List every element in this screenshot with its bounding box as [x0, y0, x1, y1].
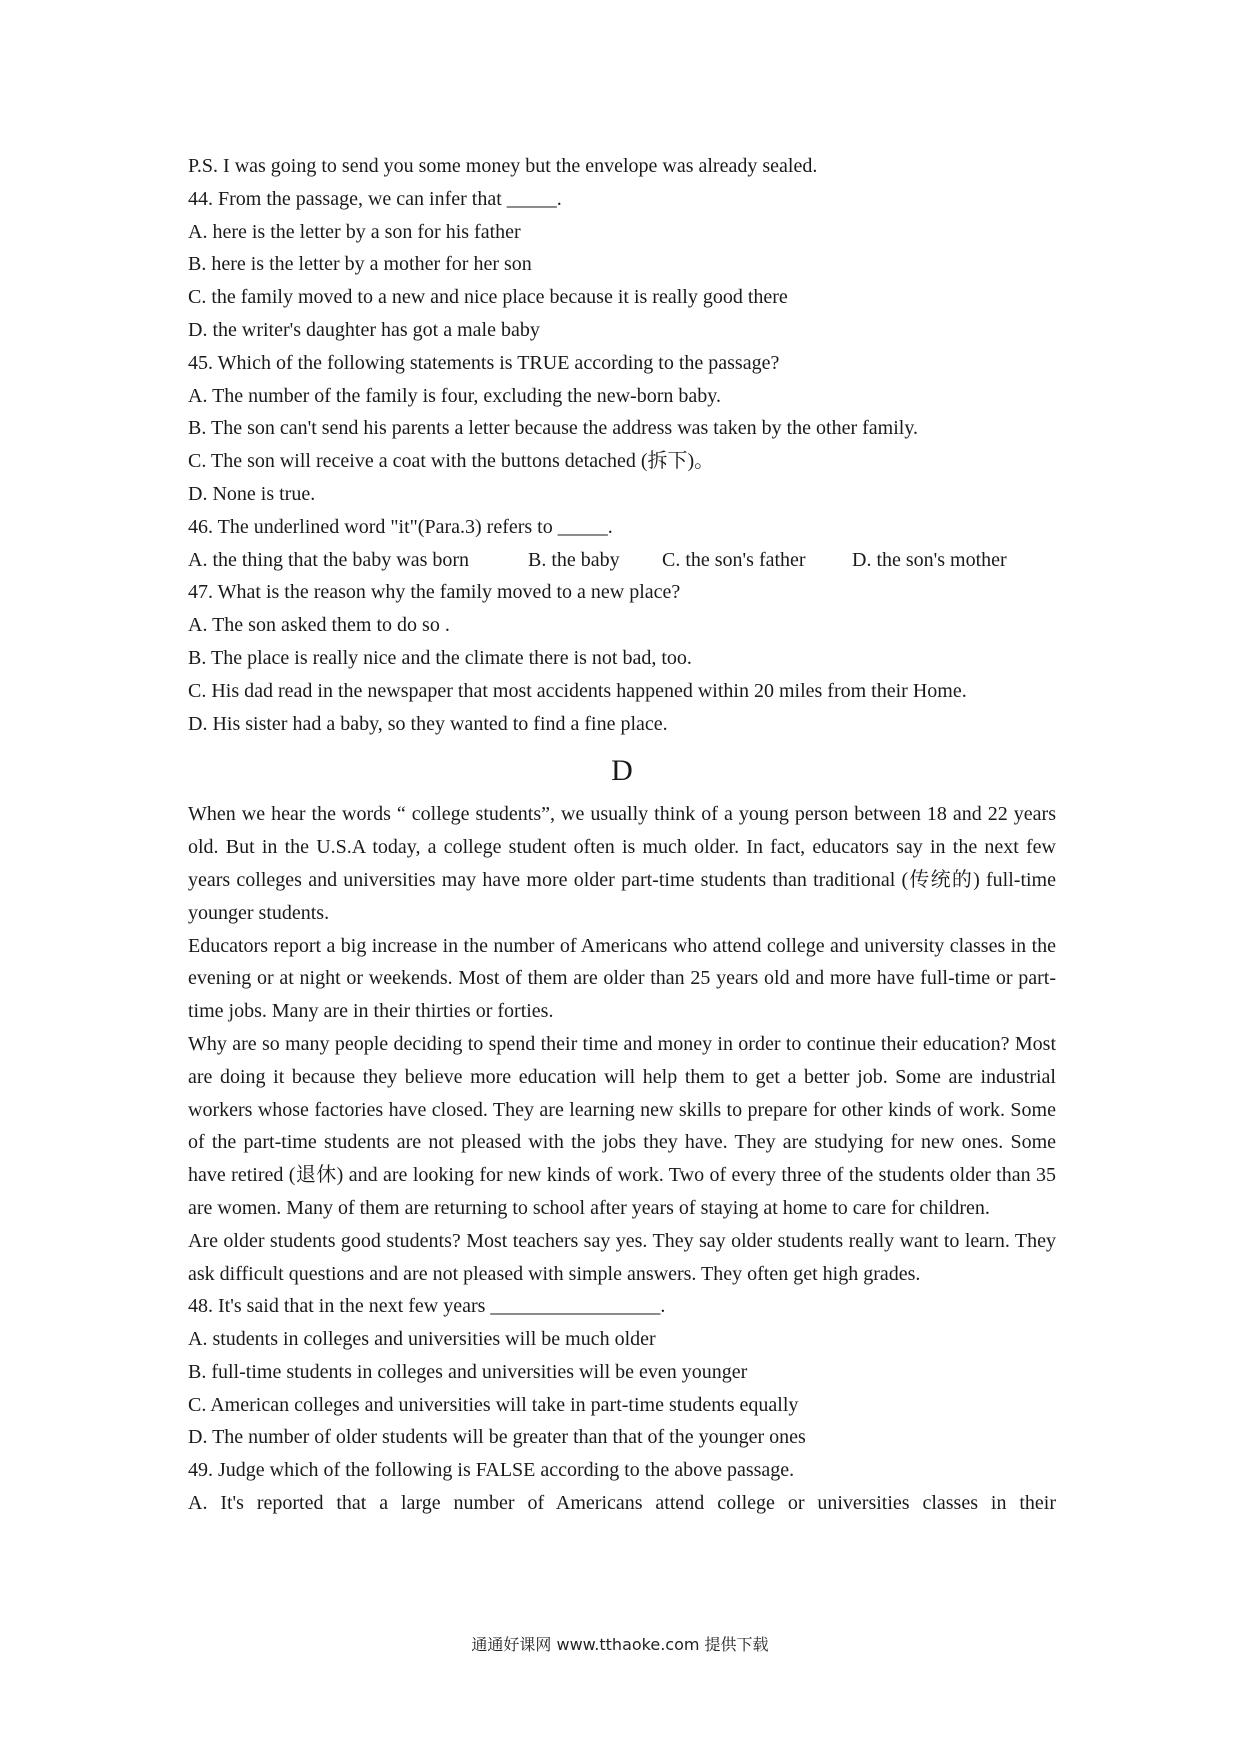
q47-option-b: B. The place is really nice and the climate there is not bad, too. [188, 646, 692, 669]
page-footer: 通通好课网 www.tthaoke.com 提供下载 [471, 1635, 769, 1654]
document-page [188, 150, 1056, 1520]
q48-option-d: D. The number of older students will be greater than that of the younger ones [188, 1426, 806, 1449]
q46-option-b: B. the baby [528, 548, 620, 571]
q45-option-a: A. The number of the family is four, excluding the new-born baby. [188, 384, 721, 407]
q45-option-d: D. None is true. [188, 482, 316, 505]
passage-paragraph-4: Are older students good students? Most teachers say yes. They say older students really want to learn. They ask difficult questions and are not pleased with simple answers. They often get high grades. [188, 1229, 1056, 1285]
question-44: 44. From the passage, we can infer that _____. [188, 187, 562, 210]
passage-paragraph-3: Why are so many people deciding to spend their time and money in order to continue their education? Most are doing it because they believe more education will help them to get a better job. Some are industrial workers whose factories have closed. They are learning new skills to prepare for other kinds of work. Some of the part-time students are not pleased with the jobs they have. They are studying for new ones. Some have retired (退休) and are looking for new kinds of work. Two of every three of the students older than 35 are women. Many of them are returning to school after years of staying at home to care for children. [188, 1032, 1056, 1219]
q47-option-c: C. His dad read in the newspaper that most accidents happened within 20 miles from their Home. [188, 679, 967, 702]
section-heading-d: D [611, 754, 633, 788]
q48-option-a: A. students in colleges and universities will be much older [188, 1328, 656, 1351]
q49-option-a-partial: A. It's reported that a large number of Americans attend college or universities classes in their [188, 1492, 1056, 1515]
question-48: 48. It's said that in the next few years _________________. [188, 1295, 666, 1318]
top-question-lines [188, 150, 1056, 544]
q46-option-c: C. the son's father [662, 548, 806, 571]
ps-line: P.S. I was going to send you some money but the envelope was already sealed. [188, 155, 818, 177]
q44-option-a: A. here is the letter by a son for his father [188, 220, 521, 243]
q45-option-c: C. The son will receive a coat with the buttons detached (拆下)。 [188, 450, 715, 473]
q47-option-d: D. His sister had a baby, so they wanted to find a fine place. [188, 712, 668, 735]
q44-option-d: D. the writer's daughter has got a male baby [188, 318, 540, 341]
question-49: 49. Judge which of the following is FALSE according to the above passage. [188, 1459, 795, 1482]
question-46: 46. The underlined word "it"(Para.3) refers to _____. [188, 515, 613, 538]
q44-option-c: C. the family moved to a new and nice place because it is really good there [188, 286, 788, 309]
q46-option-a: A. the thing that the baby was born [188, 548, 470, 571]
q48-option-c: C. American colleges and universities will take in part-time students equally [188, 1393, 799, 1416]
q44-option-b: B. here is the letter by a mother for her son [188, 253, 532, 276]
passage-paragraph-2: Educators report a big increase in the number of Americans who attend college and university classes in the evening or at night or weekends. Most of them are older than 25 years old and more have full-time or part-time jobs. Many are in their thirties or forties. [188, 934, 1056, 1023]
question-47: 47. What is the reason why the family moved to a new place? [188, 581, 681, 604]
q46-options-row [188, 544, 1056, 577]
q45-option-b: B. The son can't send his parents a letter because the address was taken by the other family. [188, 417, 919, 440]
q48-option-b: B. full-time students in colleges and universities will be even younger [188, 1360, 748, 1383]
middle-question-lines [188, 576, 1056, 740]
question-45: 45. Which of the following statements is TRUE according to the passage? [188, 351, 780, 374]
q47-option-a: A. The son asked them to do so . [188, 614, 450, 637]
q46-option-d: D. the son's mother [852, 548, 1007, 571]
passage-paragraph-1: When we hear the words “ college students”, we usually think of a young person between 18 and 22 years old. But in the U.S.A today, a college student often is much older. In fact, educators say in the next few years colleges and universities may have more older part-time students than traditional (传统的) full-time younger students. [188, 803, 1056, 924]
bottom-question-lines [188, 1290, 1056, 1520]
passage-d [188, 798, 1056, 1290]
